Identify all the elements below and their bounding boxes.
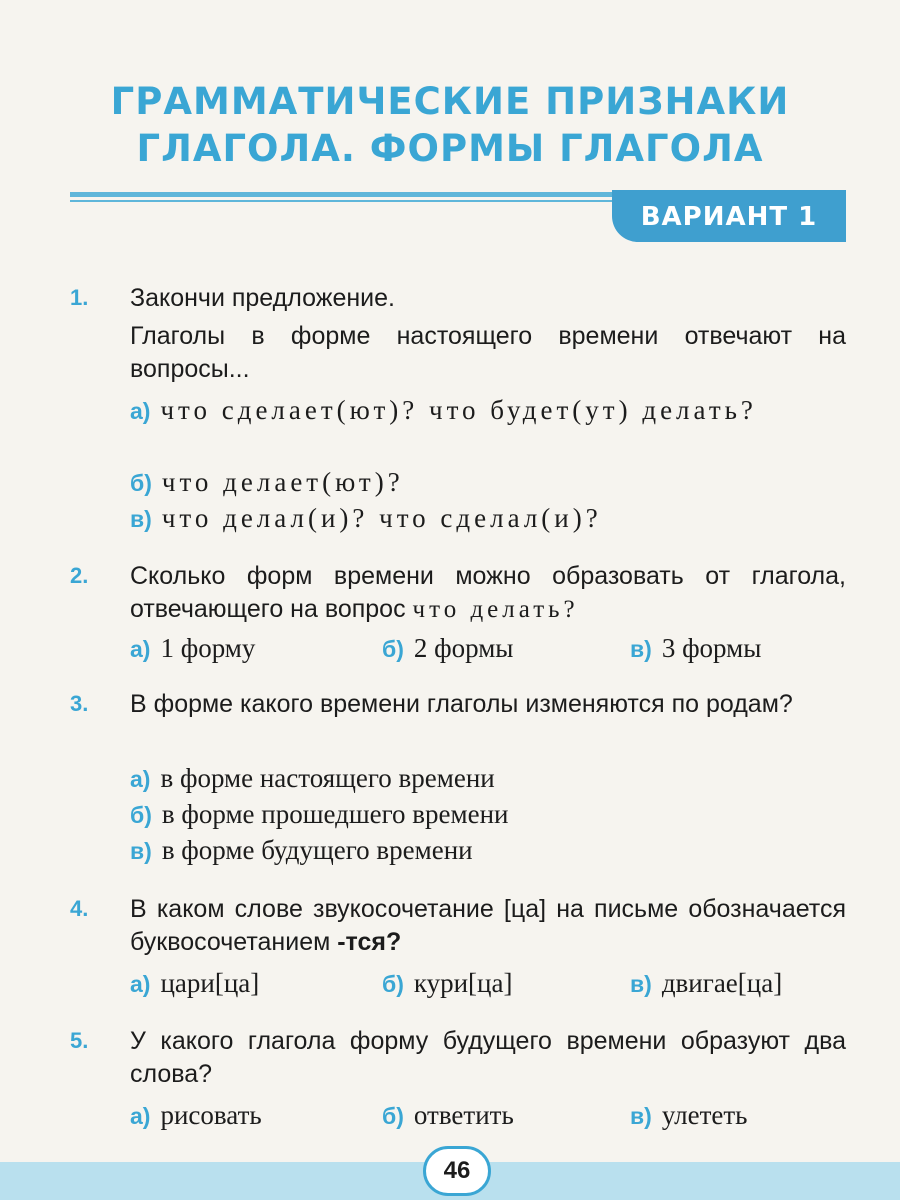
option-a[interactable] [130,392,846,429]
option-b[interactable] [382,1097,514,1134]
option-c[interactable] [630,630,761,667]
option-label: б) [130,802,152,828]
option-a[interactable] [130,1097,262,1134]
variant-badge: ВАРИАНТ 1 [612,190,846,242]
option-b[interactable] [130,464,404,501]
option-a[interactable] [130,965,259,1002]
option-label: в) [630,636,652,662]
option-text: 2 формы [413,633,514,663]
option-text: что делал(и)? что сделал(и)? [161,503,602,533]
option-label: а) [130,636,151,662]
option-text: 1 форму [160,633,256,663]
option-label: а) [130,398,151,424]
option-c[interactable] [630,1097,747,1134]
question-text-main: Сколько форм времени можно образовать от глагола, отвечающего на вопрос [130,562,846,623]
option-b[interactable] [382,965,512,1002]
page-title [0,78,900,172]
question-prompt: Закончи предложение. [130,284,395,312]
option-label: б) [130,470,152,496]
option-label: в) [630,1103,652,1129]
option-text: двигае[ца] [661,968,783,998]
option-label: б) [382,636,404,662]
question-number: 3. [70,691,89,716]
option-label: в) [130,838,152,864]
option-c[interactable] [130,832,473,869]
question-text: У какого глагола форму будущего времени образуют два слова? [130,1027,846,1088]
question-text [130,560,846,626]
page-number: 46 [423,1146,491,1196]
option-c[interactable] [130,500,602,537]
question-number: 4. [70,896,89,921]
question-number: 2. [70,563,89,588]
question-text-emph: -тся? [337,928,402,956]
option-label: в) [130,506,152,532]
question-text-main: В каком слове звукосочетание [ца] на письме обозначается буквосочетанием [130,895,846,956]
option-a[interactable] [130,630,255,667]
option-b[interactable] [382,630,513,667]
option-text: в форме будущего времени [161,835,473,865]
question-text: В форме какого времени глаголы изменяются по родам? [130,690,793,718]
option-label: а) [130,766,151,792]
option-label: а) [130,1103,151,1129]
question-text [130,893,846,959]
option-text: улететь [661,1100,748,1130]
option-text: что делает(ют)? [161,467,404,497]
question-text-emph: что делать? [412,596,579,623]
option-text: в форме прошедшего времени [161,799,509,829]
option-a[interactable] [130,760,495,797]
option-text: рисовать [160,1100,262,1130]
title-line-2: ГЛАГОЛА. ФОРМЫ ГЛАГОЛА [136,127,764,170]
option-text: цари[ца] [160,968,260,998]
option-text: что сделает(ют)? что будет(ут) делать? [160,395,757,425]
option-c[interactable] [630,965,782,1002]
option-b[interactable] [130,796,509,833]
option-label: б) [382,1103,404,1129]
question-number: 5. [70,1028,89,1053]
title-line-1: ГРАММАТИЧЕСКИЕ ПРИЗНАКИ [110,80,790,123]
option-text: в форме настоящего времени [160,763,495,793]
option-text: кури[ца] [413,968,513,998]
option-text: 3 формы [661,633,762,663]
option-text: ответить [413,1100,514,1130]
option-label: а) [130,971,151,997]
option-label: в) [630,971,652,997]
question-text: Глаголы в форме настоящего времени отвечают на вопросы... [130,322,846,383]
question-number: 1. [70,285,89,310]
option-label: б) [382,971,404,997]
